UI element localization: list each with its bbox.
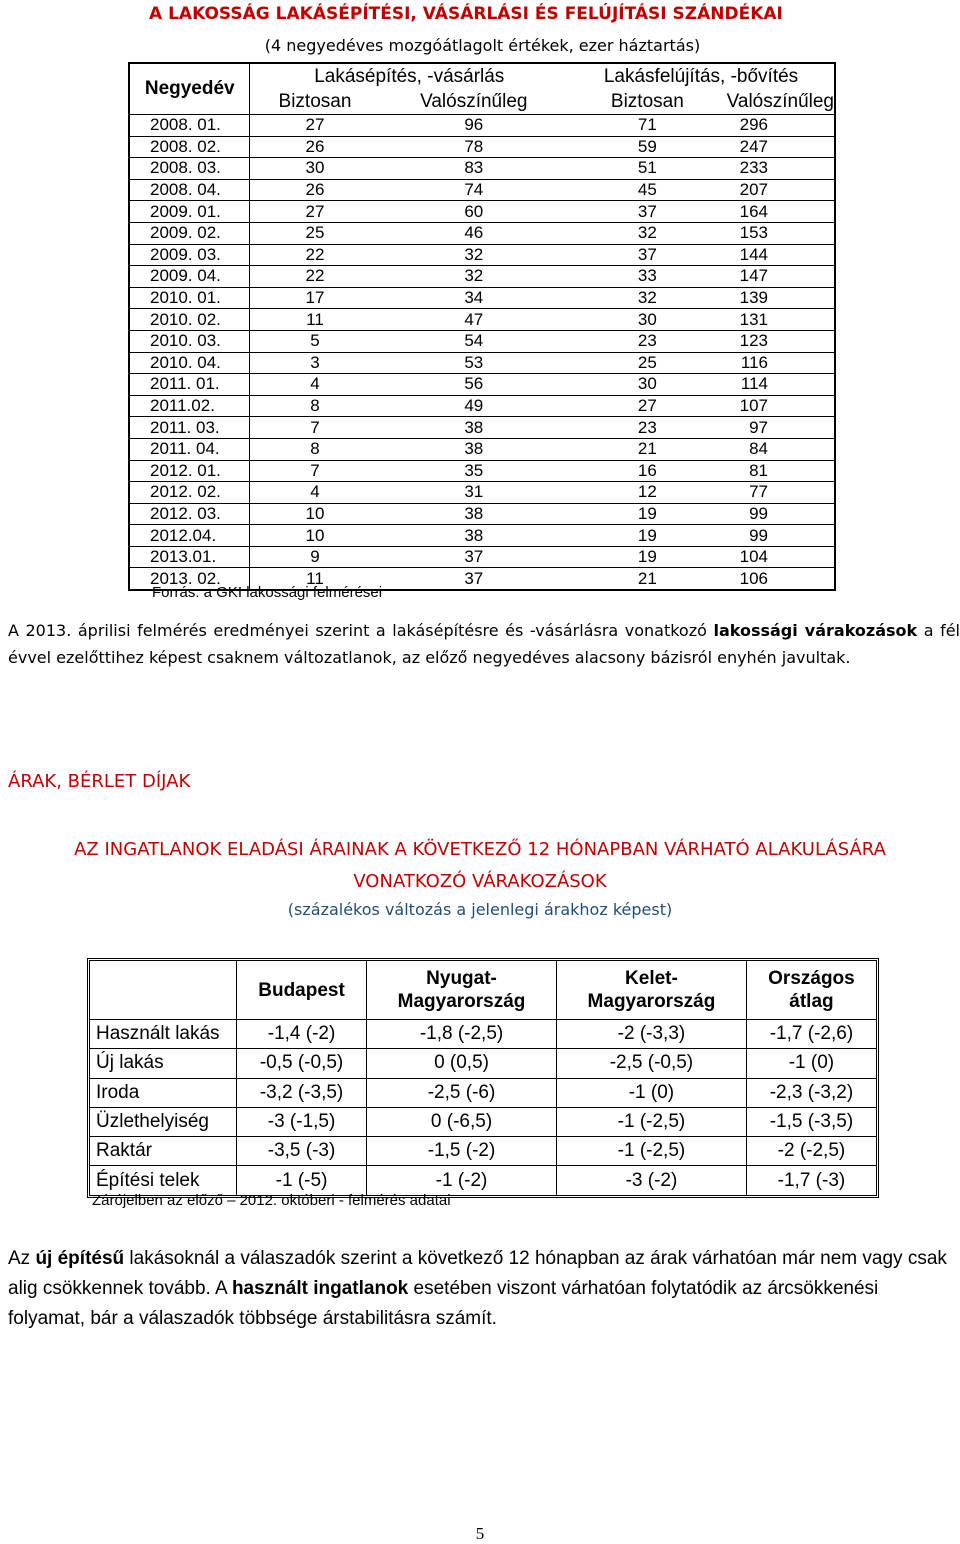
value-cell: 104 — [727, 546, 835, 568]
table-row — [90, 1108, 876, 1137]
value-cell: -1,8 (-2,5) — [366, 1020, 556, 1049]
bold-text: lakossági várakozások — [713, 621, 918, 640]
header-line: Magyarország — [397, 991, 526, 1012]
table-row — [129, 352, 835, 374]
table-row — [129, 266, 835, 288]
table-row — [129, 395, 835, 417]
property-type-cell: Üzlethelyiség — [90, 1108, 236, 1137]
value-cell: 19 — [568, 525, 727, 547]
header-line: Budapest — [258, 979, 345, 1001]
value-cell: 51 — [568, 158, 727, 180]
value-cell: -1,4 (-2) — [236, 1020, 366, 1049]
sub-header: Biztosan — [278, 90, 352, 112]
value-cell: 60 — [379, 201, 568, 223]
value-cell: 27 — [568, 395, 727, 417]
table-row — [129, 438, 835, 460]
value-cell: 30 — [568, 374, 727, 396]
quarter-cell: 2013. 02. — [129, 568, 250, 590]
value-cell: -1 (-2,5) — [556, 1108, 746, 1137]
value-cell: 78 — [379, 136, 568, 158]
value-cell: 7 — [250, 460, 380, 482]
col-header-budapest — [236, 961, 366, 1020]
value-cell: -1,7 (-3) — [746, 1166, 876, 1194]
table-note: Zárójelben az előző – 2012. októberi - felmérés adatai — [92, 1192, 451, 1209]
value-cell: -1 (-2) — [366, 1166, 556, 1194]
quarter-cell: 2011. 04. — [129, 438, 250, 460]
value-cell: 22 — [250, 266, 380, 288]
quarter-cell: 2011. 03. — [129, 417, 250, 439]
value-cell: -3,5 (-3) — [236, 1137, 366, 1166]
value-cell: 116 — [727, 352, 835, 374]
intentions-table — [128, 62, 836, 591]
table-row — [90, 1137, 876, 1166]
table-row — [129, 460, 835, 482]
header-line: Nyugat- — [426, 968, 497, 989]
header-line: Magyarország — [587, 991, 716, 1012]
quarter-cell: 2012. 02. — [129, 482, 250, 504]
value-cell: 296 — [727, 115, 835, 137]
table-row — [129, 244, 835, 266]
table-row — [129, 546, 835, 568]
value-cell: 49 — [379, 395, 568, 417]
quarter-cell: 2011. 01. — [129, 374, 250, 396]
value-cell: -3 (-2) — [556, 1166, 746, 1194]
value-cell: 26 — [250, 136, 380, 158]
value-cell: 84 — [727, 438, 835, 460]
property-type-cell: Használt lakás — [90, 1020, 236, 1049]
table-row — [90, 1166, 876, 1194]
value-cell: 17 — [250, 287, 380, 309]
value-cell: 71 — [568, 115, 727, 137]
table-title-line: AZ INGATLANOK ELADÁSI ÁRAINAK A KÖVETKEZŐ 12 HÓNAPBAN VÁRHATÓ ALAKULÁSÁRA — [74, 839, 886, 860]
value-cell: 5 — [250, 330, 380, 352]
value-cell: 21 — [568, 438, 727, 460]
value-cell: 10 — [250, 525, 380, 547]
value-cell: 46 — [379, 222, 568, 244]
quarter-cell: 2009. 03. — [129, 244, 250, 266]
value-cell: 27 — [250, 115, 380, 137]
value-cell: 19 — [568, 503, 727, 525]
value-cell: -1 (0) — [746, 1049, 876, 1078]
value-cell: 35 — [379, 460, 568, 482]
value-cell: 37 — [568, 201, 727, 223]
quarter-cell: 2011.02. — [129, 395, 250, 417]
header-line: Kelet- — [625, 968, 678, 989]
value-cell: -2,5 (-6) — [366, 1079, 556, 1108]
value-cell: -1,5 (-3,5) — [746, 1108, 876, 1137]
value-cell: 12 — [568, 482, 727, 504]
table-row — [129, 482, 835, 504]
value-cell: 27 — [250, 201, 380, 223]
value-cell: 59 — [568, 136, 727, 158]
value-cell: 114 — [727, 374, 835, 396]
property-type-cell: Raktár — [90, 1137, 236, 1166]
value-cell: 147 — [727, 266, 835, 288]
table-row — [129, 115, 835, 137]
header-line: átlag — [789, 991, 834, 1012]
value-cell: 10 — [250, 503, 380, 525]
col-header-quarter: Negyedév — [129, 63, 250, 115]
value-cell: 25 — [250, 222, 380, 244]
value-cell: 56 — [379, 374, 568, 396]
value-cell: 38 — [379, 503, 568, 525]
table-row — [129, 330, 835, 352]
header-line: Országos — [768, 968, 855, 989]
text-run: esetében viszont várhatóan folytatódik az árcsökkenési folyamat, bár a válaszadók többsége árstabilitásra számít. — [8, 1278, 879, 1329]
section-title-prices: ÁRAK, BÉRLET DÍJAK — [8, 771, 191, 792]
value-cell: 8 — [250, 438, 380, 460]
value-cell: 54 — [379, 330, 568, 352]
value-cell: 37 — [379, 546, 568, 568]
value-cell: 83 — [379, 158, 568, 180]
table-row — [90, 1079, 876, 1108]
value-cell: -2,5 (-0,5) — [556, 1049, 746, 1078]
bold-text: használt ingatlanok — [231, 1278, 409, 1299]
price-expectation-table — [87, 958, 879, 1198]
text-run: Az — [8, 1248, 36, 1269]
value-cell: 26 — [250, 179, 380, 201]
value-cell: 9 — [250, 546, 380, 568]
table-row — [129, 201, 835, 223]
table-row — [129, 136, 835, 158]
value-cell: -1 (-2,5) — [556, 1137, 746, 1166]
property-type-cell: Iroda — [90, 1079, 236, 1108]
col-header-east — [556, 961, 746, 1020]
table-row — [129, 287, 835, 309]
value-cell: 32 — [379, 266, 568, 288]
price-table-body — [90, 1020, 876, 1195]
table-row — [129, 525, 835, 547]
text-run: a fél évvel ezelőttihez képest csaknem változatlanok, az előző negyedéves alacsony bázisról enyhén javultak. — [8, 621, 960, 667]
value-cell: 99 — [727, 525, 835, 547]
property-type-cell: Építési telek — [96, 1169, 200, 1191]
value-cell: 233 — [727, 158, 835, 180]
value-cell: 33 — [568, 266, 727, 288]
value-cell: 53 — [379, 352, 568, 374]
value-cell: 30 — [568, 309, 727, 331]
value-cell: -1 (0) — [556, 1079, 746, 1108]
value-cell: -1,5 (-2) — [366, 1137, 556, 1166]
quarter-cell: 2010. 01. — [129, 287, 250, 309]
value-cell: 97 — [727, 417, 835, 439]
value-cell: 11 — [250, 309, 380, 331]
value-cell: 74 — [379, 179, 568, 201]
value-cell: 0 (-6,5) — [366, 1108, 556, 1137]
quarter-cell: 2012.04. — [129, 525, 250, 547]
table-row — [129, 417, 835, 439]
value-cell: 38 — [379, 525, 568, 547]
value-cell: 107 — [727, 395, 835, 417]
value-cell: 37 — [379, 568, 568, 590]
value-cell: 0 (0,5) — [366, 1049, 556, 1078]
section-subtitle: (4 negyedéves mozgóátlagolt értékek, ezer háztartás) — [264, 36, 701, 55]
value-cell: 7 — [250, 417, 380, 439]
table-row — [129, 179, 835, 201]
value-cell: 32 — [379, 244, 568, 266]
value-cell: 32 — [568, 222, 727, 244]
table-row — [129, 503, 835, 525]
value-cell: -3,2 (-3,5) — [236, 1079, 366, 1108]
quarter-cell: 2010. 04. — [129, 352, 250, 374]
group-header-renovation: Lakásfelújítás, -bővítés — [603, 65, 799, 87]
value-cell: 8 — [250, 395, 380, 417]
table-source-note: Forrás: a GKI lakossági felmérései — [152, 584, 383, 601]
page-number: 5 — [475, 1524, 485, 1543]
value-cell: 164 — [727, 201, 835, 223]
table-title-line: VONATKOZÓ VÁRAKOZÁSOK — [353, 871, 607, 892]
value-cell: 207 — [727, 179, 835, 201]
table-row — [90, 1020, 876, 1049]
paragraph-prices — [8, 1244, 960, 1334]
value-cell: 23 — [568, 330, 727, 352]
corner-cell — [90, 961, 236, 1020]
paragraph-expectations — [8, 617, 960, 671]
value-cell: 3 — [250, 352, 380, 374]
value-cell: 30 — [250, 158, 380, 180]
value-cell: 77 — [727, 482, 835, 504]
quarter-cell: 2010. 02. — [129, 309, 250, 331]
value-cell: 22 — [250, 244, 380, 266]
value-cell: 47 — [379, 309, 568, 331]
quarter-cell: 2008. 01. — [129, 115, 250, 137]
col-header-national — [746, 961, 876, 1020]
sub-header: Biztosan — [610, 90, 684, 112]
value-cell: 99 — [727, 503, 835, 525]
quarter-cell: 2012. 01. — [129, 460, 250, 482]
table-row — [129, 222, 835, 244]
value-cell: 106 — [727, 568, 835, 590]
text-run: A 2013. áprilisi felmérés eredményei szerint a lakásépítésre és -vásárlásra vonatkozó — [8, 621, 714, 640]
quarter-cell: 2008. 03. — [129, 158, 250, 180]
value-cell: 21 — [568, 568, 727, 590]
value-cell: 4 — [250, 482, 380, 504]
value-cell: 31 — [379, 482, 568, 504]
value-cell: 123 — [727, 330, 835, 352]
table-subtitle: (százalékos változás a jelenlegi árakhoz képest) — [287, 900, 673, 919]
text-run: lakásoknál a válaszadók szerint a következő 12 hónapban az árak várhatóan már nem vagy csak alig csökkennek tovább. A — [8, 1248, 947, 1299]
section-title-intentions: A LAKOSSÁG LAKÁSÉPÍTÉSI, VÁSÁRLÁSI ÉS FELÚJÍTÁSI SZÁNDÉKAI — [149, 4, 783, 24]
value-cell: 4 — [250, 374, 380, 396]
group-header-building: Lakásépítés, -vásárlás — [314, 65, 505, 87]
bold-text: új építésű — [35, 1248, 125, 1269]
value-cell: -2,3 (-3,2) — [746, 1079, 876, 1108]
value-cell: -3 (-1,5) — [236, 1108, 366, 1137]
table-row — [129, 309, 835, 331]
value-cell: 139 — [727, 287, 835, 309]
value-cell: -1 (-5) — [236, 1166, 366, 1194]
quarter-cell: 2010. 03. — [129, 330, 250, 352]
value-cell: 19 — [568, 546, 727, 568]
table-title — [0, 834, 960, 898]
value-cell: -2 (-3,3) — [556, 1020, 746, 1049]
table-row — [129, 374, 835, 396]
value-cell: -2 (-2,5) — [746, 1137, 876, 1166]
quarter-cell: 2009. 02. — [129, 222, 250, 244]
intentions-table-body — [129, 115, 835, 591]
property-type-cell: Új lakás — [90, 1049, 236, 1078]
value-cell: 131 — [727, 309, 835, 331]
value-cell: 37 — [568, 244, 727, 266]
quarter-cell: 2012. 03. — [129, 503, 250, 525]
table-row — [90, 1049, 876, 1078]
value-cell: 16 — [568, 460, 727, 482]
value-cell: 38 — [379, 438, 568, 460]
value-cell: 247 — [727, 136, 835, 158]
col-header-west — [366, 961, 556, 1020]
value-cell: 45 — [568, 179, 727, 201]
value-cell: 11 — [250, 568, 380, 590]
value-cell: -1,7 (-2,6) — [746, 1020, 876, 1049]
value-cell: 81 — [727, 460, 835, 482]
value-cell: 153 — [727, 222, 835, 244]
value-cell: 38 — [379, 417, 568, 439]
value-cell: 25 — [568, 352, 727, 374]
value-cell: 144 — [727, 244, 835, 266]
value-cell: 34 — [379, 287, 568, 309]
quarter-cell: 2008. 04. — [129, 179, 250, 201]
value-cell: 23 — [568, 417, 727, 439]
quarter-cell: 2009. 04. — [129, 266, 250, 288]
quarter-cell: 2008. 02. — [129, 136, 250, 158]
quarter-cell: 2013.01. — [129, 546, 250, 568]
value-cell: 32 — [568, 287, 727, 309]
value-cell: 96 — [379, 115, 568, 137]
value-cell: -0,5 (-0,5) — [236, 1049, 366, 1078]
sub-header: Valószínűleg — [726, 90, 834, 112]
quarter-cell: 2009. 01. — [129, 201, 250, 223]
table-row — [129, 158, 835, 180]
sub-header: Valószínűleg — [420, 90, 528, 112]
